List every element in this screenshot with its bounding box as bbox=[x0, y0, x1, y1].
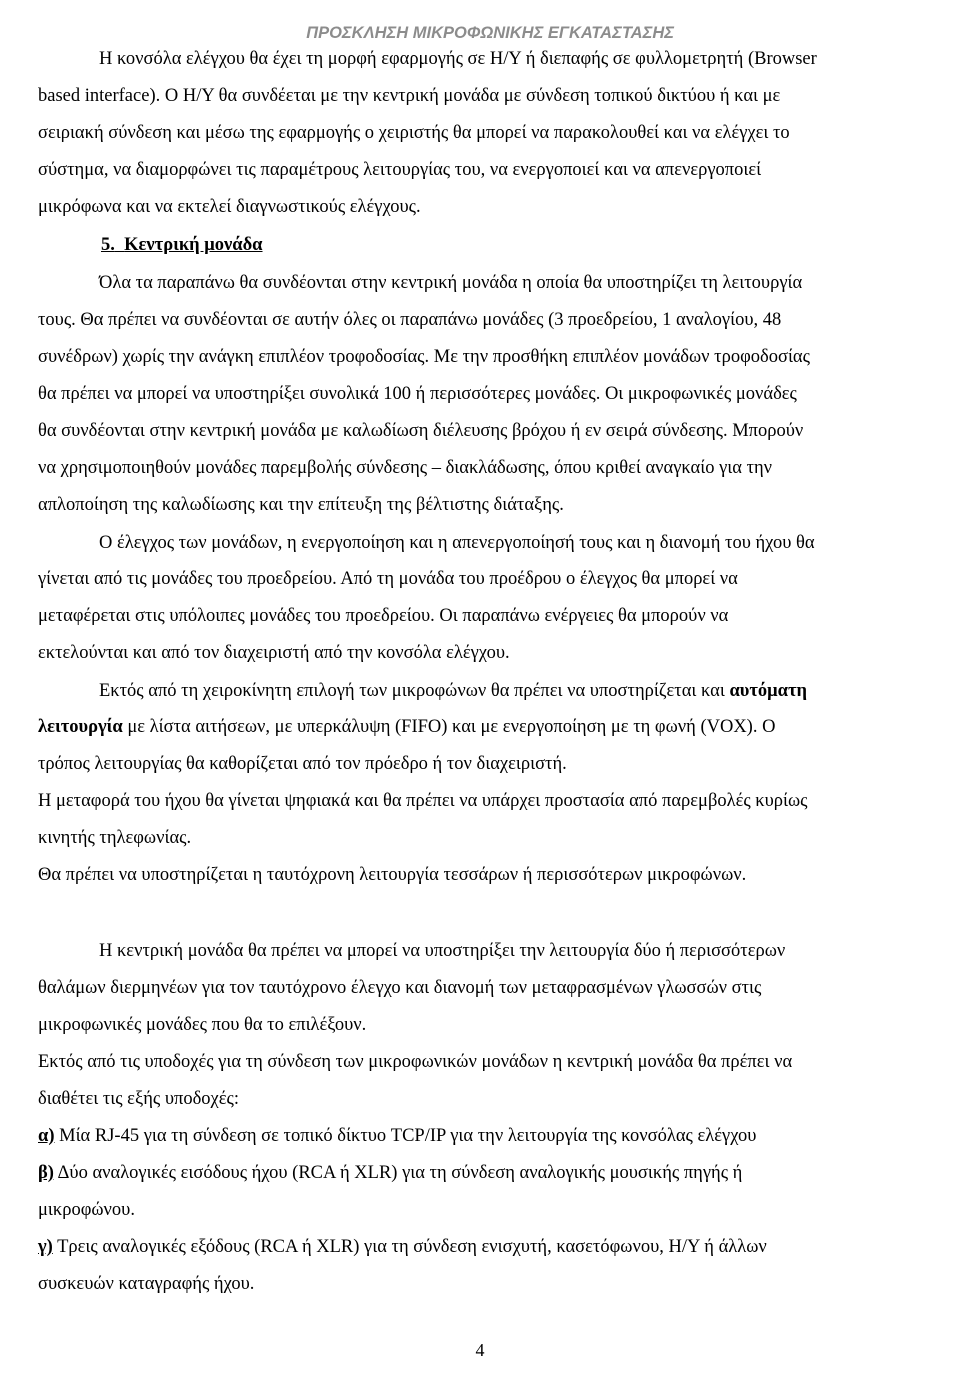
control-line-1: Ο έλεγχος των μονάδων, η ενεργοποίηση και η απενεργοποίησή τους και η διανομή του ήχου θα bbox=[99, 533, 815, 553]
list-item-a bbox=[38, 1125, 756, 1147]
auto-line-1-text: Εκτός από τη χειροκίνητη επιλογή των μικροφώνων θα πρέπει να υποστηρίζεται και bbox=[99, 681, 730, 701]
page-number: 4 bbox=[475, 1340, 485, 1360]
booths-line-2: θαλάμων διερμηνέων για τον ταυτόχρονο έλεγχο και διανομή των μεταφρασμένων γλωσσών στις bbox=[38, 978, 762, 998]
list-label-c: γ) bbox=[38, 1237, 53, 1257]
list-text-c: Τρεις αναλογικές εξόδους (RCA ή XLR) για τη σύνδεση ενισχυτή, κασετόφωνου, Η/Υ ή άλλων bbox=[52, 1237, 767, 1257]
central-line-4: θα πρέπει να μπορεί να υποστηρίξει συνολικά 100 ή περισσότερες μονάδες. Οι μικροφωνικές μονάδες bbox=[38, 384, 797, 404]
page-header-title: ΠΡΟΣΚΛΗΣΗ ΜΙΚΡΟΦΩΝΙΚΗΣ ΕΓΚΑΤΑΣΤΑΣΗΣ bbox=[306, 24, 674, 42]
auto-line-2-text: με λίστα αιτήσεων, με υπερκάλυψη (FIFO) και με ενεργοποίηση με τη φωνή (VOX). Ο bbox=[122, 717, 776, 737]
section-title: Κεντρική μονάδα bbox=[124, 235, 263, 255]
auto-bold-2: λειτουργία bbox=[38, 717, 123, 737]
central-line-2: τους. Θα πρέπει να συνδέονται σε αυτήν όλες οι παραπάνω μονάδες (3 προεδρείου, 1 αναλογίου, 48 bbox=[38, 310, 782, 330]
list-label-b: β) bbox=[38, 1163, 54, 1183]
console-line-1: Η κονσόλα ελέγχου θα έχει τη μορφή εφαρμογής σε Η/Υ ή διεπαφής σε φυλλομετρητή (Browser bbox=[99, 49, 817, 69]
list-text-b: Δύο αναλογικές εισόδους ήχου (RCA ή XLR) για τη σύνδεση αναλογικής μουσικής πηγής ή bbox=[53, 1163, 743, 1183]
auto-bold-1: αυτόματη bbox=[729, 681, 808, 701]
list-label-a: α) bbox=[38, 1126, 55, 1146]
list-item-c-cont: συσκευών καταγραφής ήχου. bbox=[38, 1274, 255, 1294]
list-item-b bbox=[38, 1162, 742, 1184]
list-text-a: Μία RJ-45 για τη σύνδεση σε τοπικό δίκτυο TCP/IP για την λειτουργία της κονσόλας ελέγχου bbox=[54, 1126, 757, 1146]
section-number: 5. bbox=[101, 235, 115, 255]
booths-line-3: μικροφωνικές μονάδες που θα το επιλέξουν. bbox=[38, 1015, 367, 1035]
console-line-2: based interface). Ο Η/Υ θα συνδέεται με την κεντρική μονάδα με σύνδεση τοπικού δικτύου ή και με bbox=[38, 86, 781, 106]
central-line-6: να χρησιμοποιηθούν μονάδες παρεμβολής σύνδεσης – διακλάδωσης, όπου κριθεί αναγκαίο για την bbox=[38, 458, 773, 478]
control-line-3: μεταφέρεται στις υπόλοιπες μονάδες του προεδρείου. Οι παραπάνω ενέργειες θα μπορούν να bbox=[38, 606, 729, 626]
booths-line-1: Η κεντρική μονάδα θα πρέπει να μπορεί να υποστηρίξει την λειτουργία δύο ή περισσότερων bbox=[99, 941, 786, 961]
auto-line-2 bbox=[38, 716, 775, 738]
digital-line-1: Η μεταφορά του ήχου θα γίνεται ψηφιακά και θα πρέπει να υπάρχει προστασία από παρεμβολές κυρίως bbox=[38, 791, 808, 811]
central-line-7: απλοποίηση της καλωδίωσης και την επίτευξη της βέλτιστης διάταξης. bbox=[38, 495, 564, 515]
console-line-4: σύστημα, να διαμορφώνει τις παραμέτρους λειτουργίας του, να ενεργοποιεί και να απενεργοποιεί bbox=[38, 160, 762, 180]
auto-line-1 bbox=[99, 680, 807, 702]
central-line-5: θα συνδέονται στην κεντρική μονάδα με καλωδίωση διέλευσης βρόχου ή εν σειρά σύνδεσης. Μπορούν bbox=[38, 421, 804, 441]
digital-line-2: κινητής τηλεφωνίας. bbox=[38, 828, 192, 848]
console-line-3: σειριακή σύνδεση και μέσω της εφαρμογής ο χειριστής θα μπορεί να παρακολουθεί και να ελέγχει το bbox=[38, 123, 790, 143]
control-line-4: εκτελούνται και από τον διαχειριστή από την κονσόλα ελέγχου. bbox=[38, 643, 510, 663]
console-line-5: μικρόφωνα και να εκτελεί διαγνωστικούς ελέγχους. bbox=[38, 197, 421, 217]
list-item-b-cont: μικροφώνου. bbox=[38, 1200, 135, 1220]
auto-line-3: τρόπος λειτουργίας θα καθορίζεται από τον πρόεδρο ή τον διαχειριστή. bbox=[38, 754, 567, 774]
central-line-3: συνέδρων) χωρίς την ανάγκη επιπλέον τροφοδοσίας. Με την προσθήκη επιπλέον μονάδων τροφοδοσίας bbox=[38, 347, 810, 367]
control-line-2: γίνεται από τις μονάδες του προεδρείου. Από τη μονάδα του προέδρου ο έλεγχος θα μπορεί να bbox=[38, 569, 738, 589]
central-line-1: Όλα τα παραπάνω θα συνδέονται στην κεντρική μονάδα η οποία θα υποστηρίζει τη λειτουργία bbox=[99, 273, 803, 293]
ports-line-2: διαθέτει τις εξής υποδοχές: bbox=[38, 1089, 239, 1109]
section-heading bbox=[101, 234, 263, 256]
ports-line-1: Εκτός από τις υποδοχές για τη σύνδεση των μικροφωνικών μονάδων η κεντρική μονάδα θα πρέπει να bbox=[38, 1052, 793, 1072]
list-item-c bbox=[38, 1236, 767, 1258]
four-mics-line: Θα πρέπει να υποστηρίζεται η ταυτόχρονη λειτουργία τεσσάρων ή περισσότερων μικροφώνων. bbox=[38, 865, 747, 885]
